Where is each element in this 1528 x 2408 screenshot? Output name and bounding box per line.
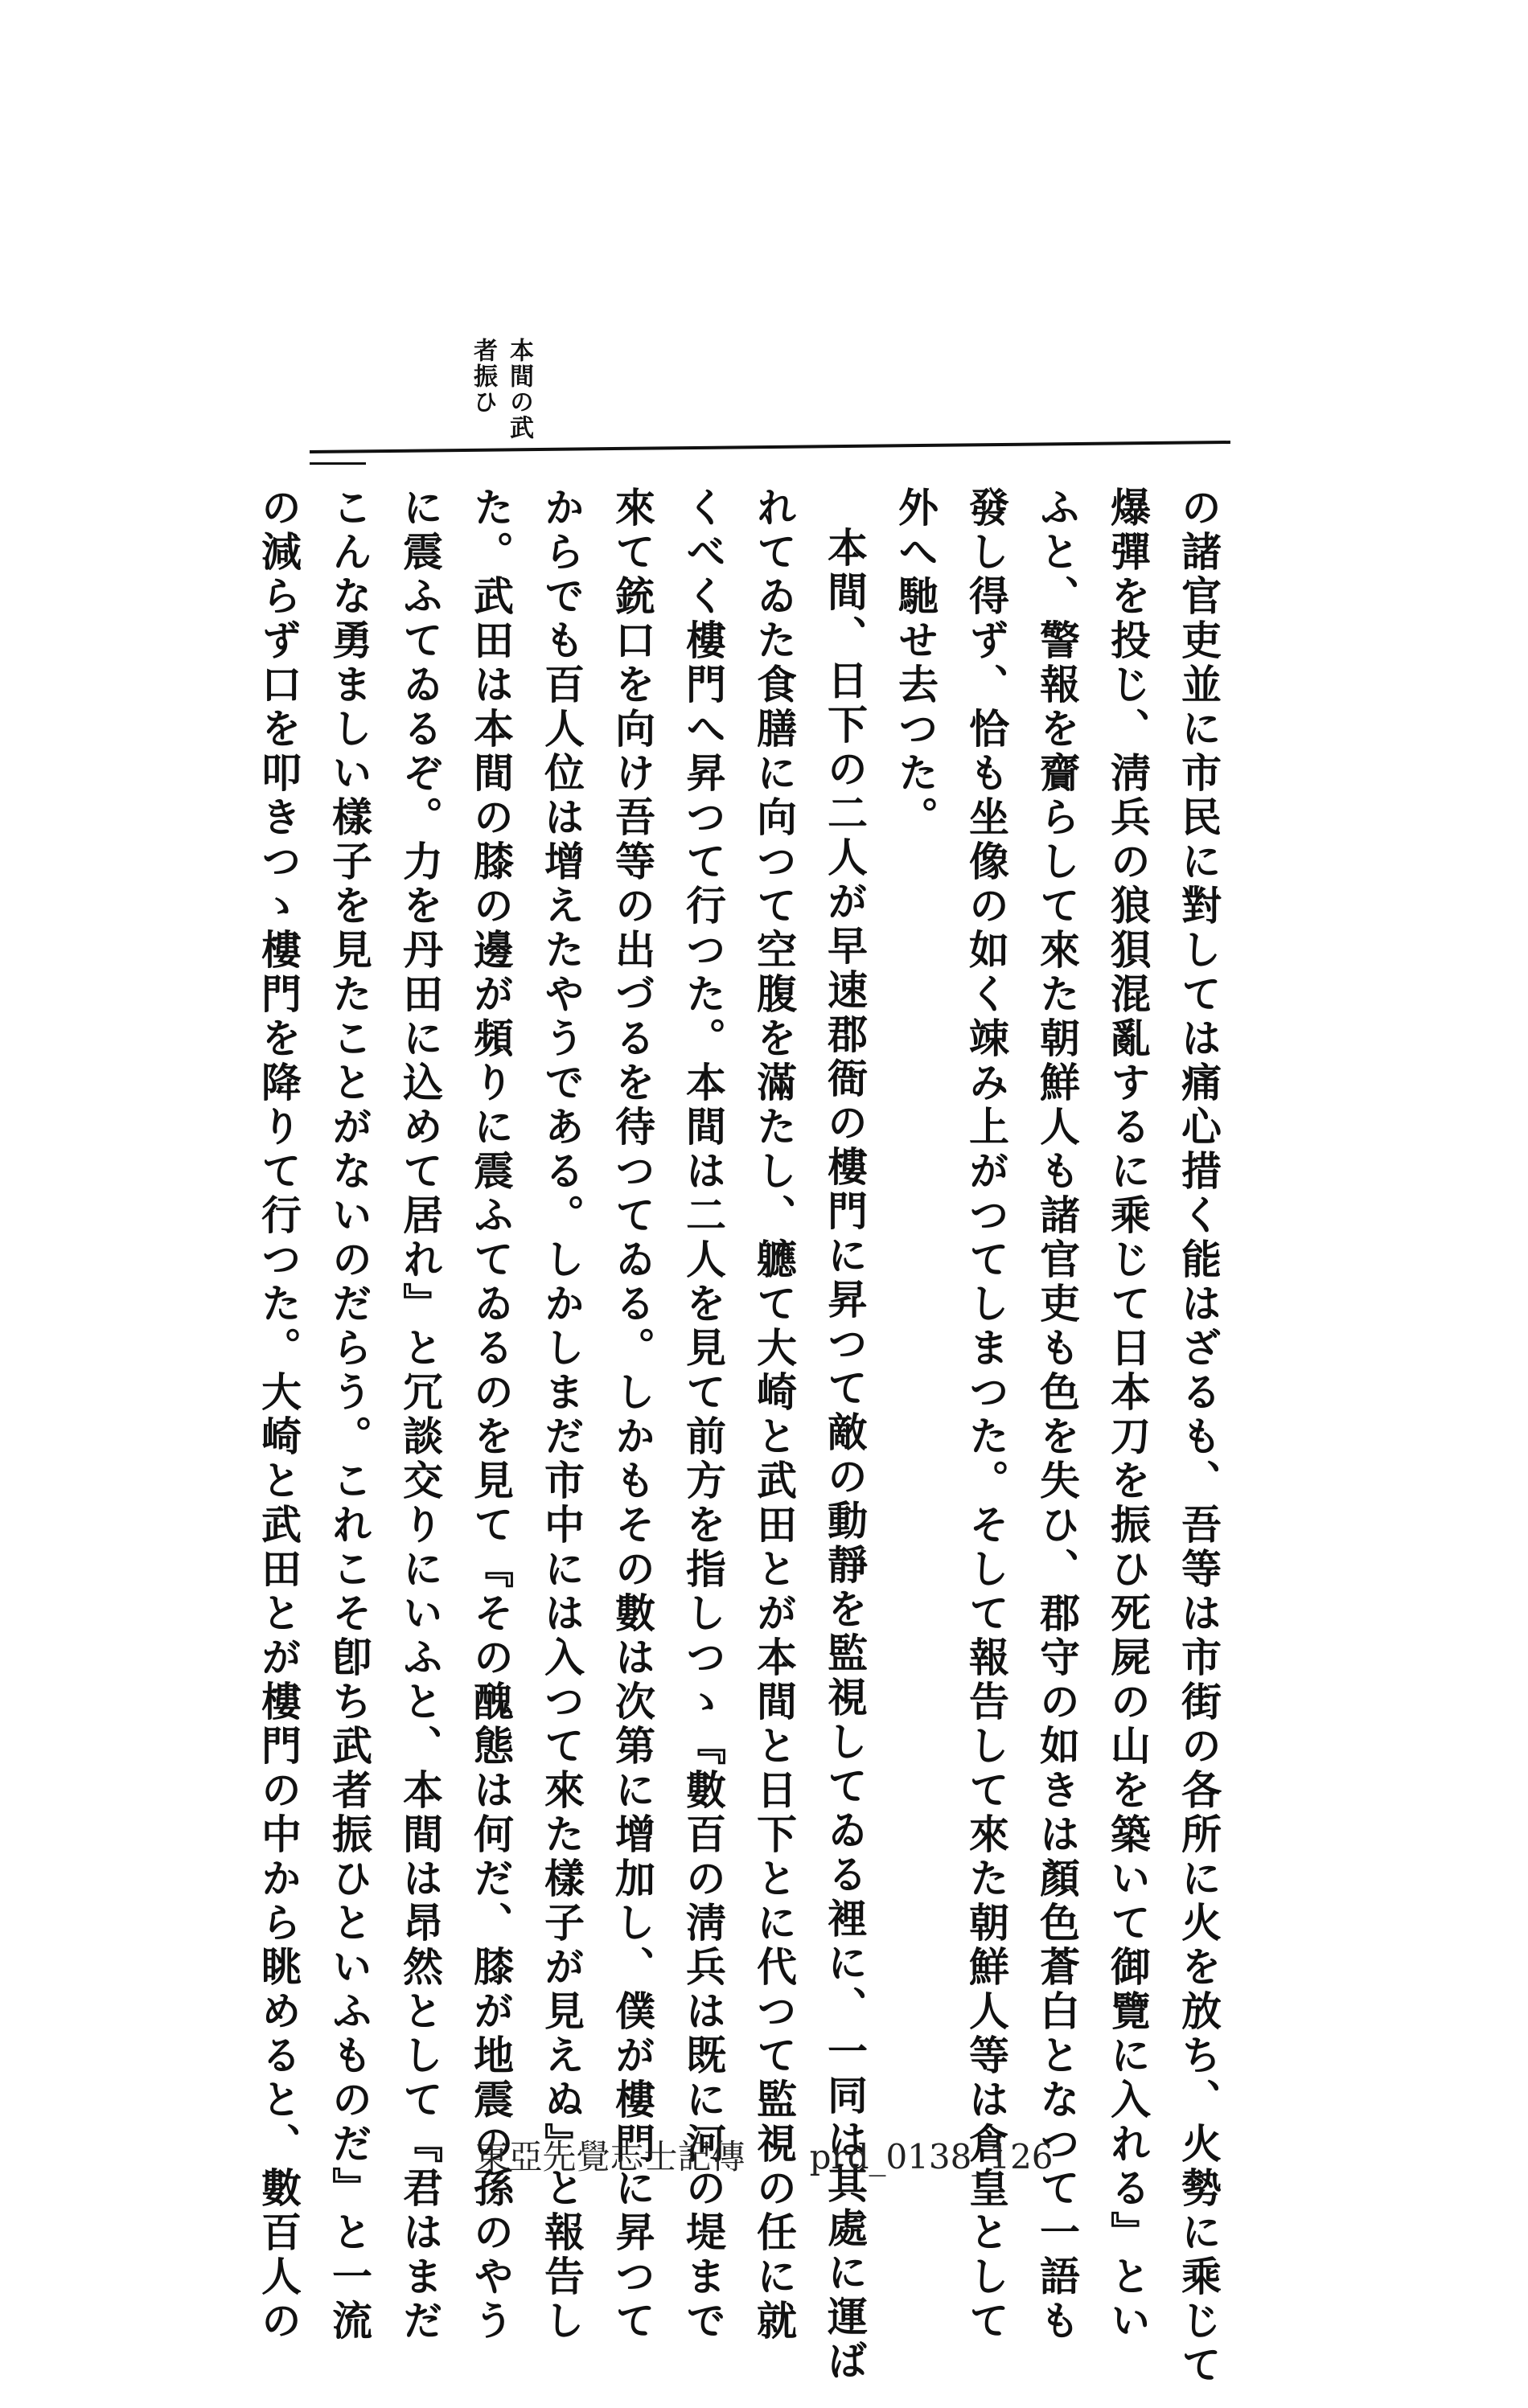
text-column-5: 外へ馳せ去つた。 [892,486,939,840]
footer-page-id: prd_0138_126 [809,2137,1054,2176]
text-column-14: の減らず口を叩きつゝ樓門を降りて行つた。大崎と武田とが樓門の中から眺めると、數百人の [255,486,302,2344]
side-note-line-2: 者振ひ [469,338,497,415]
text-column-10: からでも百人位は增えたやうである。しかしまだ市中には入つて來た樣子が見えぬ』と報告し [538,486,585,2344]
footer-book-title: 東亞先覺志士記傳 [474,2137,746,2176]
text-column-8: くべく樓門へ昇つて行つた。本間は二人を見て前方を指しつゝ『數百の淸兵は既に河の堤まで [680,486,727,2344]
text-column-13: こんな勇ましい樣子を見たことがないのだらう。これこそ卽ち武者振ひといふものだ』と一流 [326,486,373,2344]
header-rule [310,441,1230,453]
text-column-3: ふと、警報を齎らして來た朝鮮人も諸官吏も色を失ひ、郡守の如きは顏色蒼白となつて一語も [1033,486,1081,2344]
text-column-12: に震ふてゐるぞ。力を丹田に込めて居れ』と冗談交りにいふと、本間は昂然として『君はまだ [396,486,444,2344]
text-column-4: 發し得ず、恰も坐像の如く竦み上がつてしまつた。そして報告して來た朝鮮人等は倉皇として [963,486,1010,2344]
side-note-line-1: 本間の武 [505,338,533,441]
page-footer [0,2131,1528,2179]
text-column-1: の諸官吏並に市民に對しては痛心措く能はざるも、吾等は市街の各所に火を放ち、火勢に乘じて [1175,486,1222,2388]
text-column-7: れてゐた食膳に向つて空腹を滿たし、軈て大崎と武田とが本間と日下とに代つて監視の任に就 [750,486,798,2344]
text-column-9: 來て銃口を向け吾等の出づるを待つてゐる。しかもその數は次第に增加し、僕が樓門に昇つて [609,486,656,2344]
text-column-11: た。武田は本間の膝の邊が頻りに震ふてゐるのを見て『その醜態は何だ、膝が地震の孫のやう [467,486,515,2344]
text-column-6: 本間、日下の二人が早速郡衙の樓門に昇つて敵の動靜を監視してゐる裡に、一同は其處に運ば [821,527,869,2384]
text-column-2: 爆彈を投じ、淸兵の狼狽混亂するに乘じて日本刀を振ひ死屍の山を築いて御覽に入れる』とい [1104,486,1152,2344]
header-rule-tail [310,462,366,465]
